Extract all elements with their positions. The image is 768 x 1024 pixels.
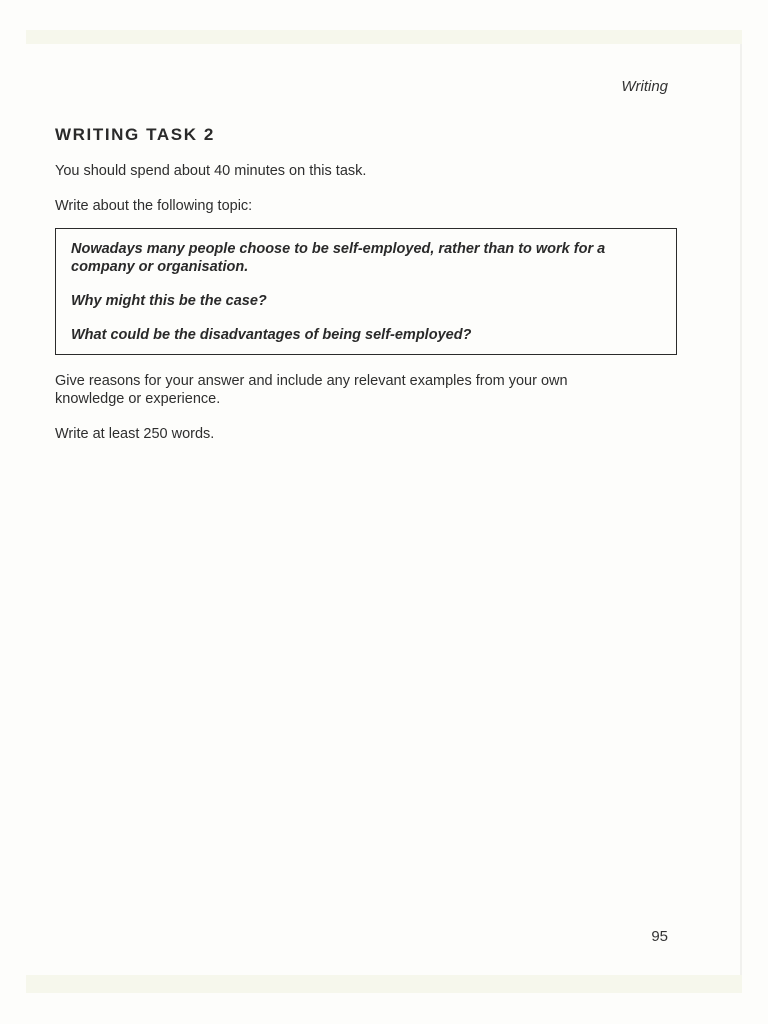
topic-box xyxy=(55,228,677,355)
scan-band-top xyxy=(26,30,742,44)
task-title: WRITING TASK 2 xyxy=(55,125,215,144)
page-number: 95 xyxy=(651,928,668,945)
reasons-instruction: Give reasons for your answer and include any relevant examples from your own knowledge or experience. xyxy=(55,373,568,407)
topic-question-1: Why might this be the case? xyxy=(71,293,267,309)
topic-intro: Write about the following topic: xyxy=(55,198,253,214)
section-label: Writing xyxy=(621,78,668,95)
topic-statement: Nowadays many people choose to be self-employed, rather than to work for a company or organisation. xyxy=(71,241,606,275)
scan-edge-right xyxy=(740,44,742,975)
scan-band-bottom xyxy=(26,975,742,993)
word-count-instruction: Write at least 250 words. xyxy=(55,426,215,442)
time-instruction: You should spend about 40 minutes on this task. xyxy=(55,163,367,179)
topic-question-2: What could be the disadvantages of being self-employed? xyxy=(71,327,472,343)
